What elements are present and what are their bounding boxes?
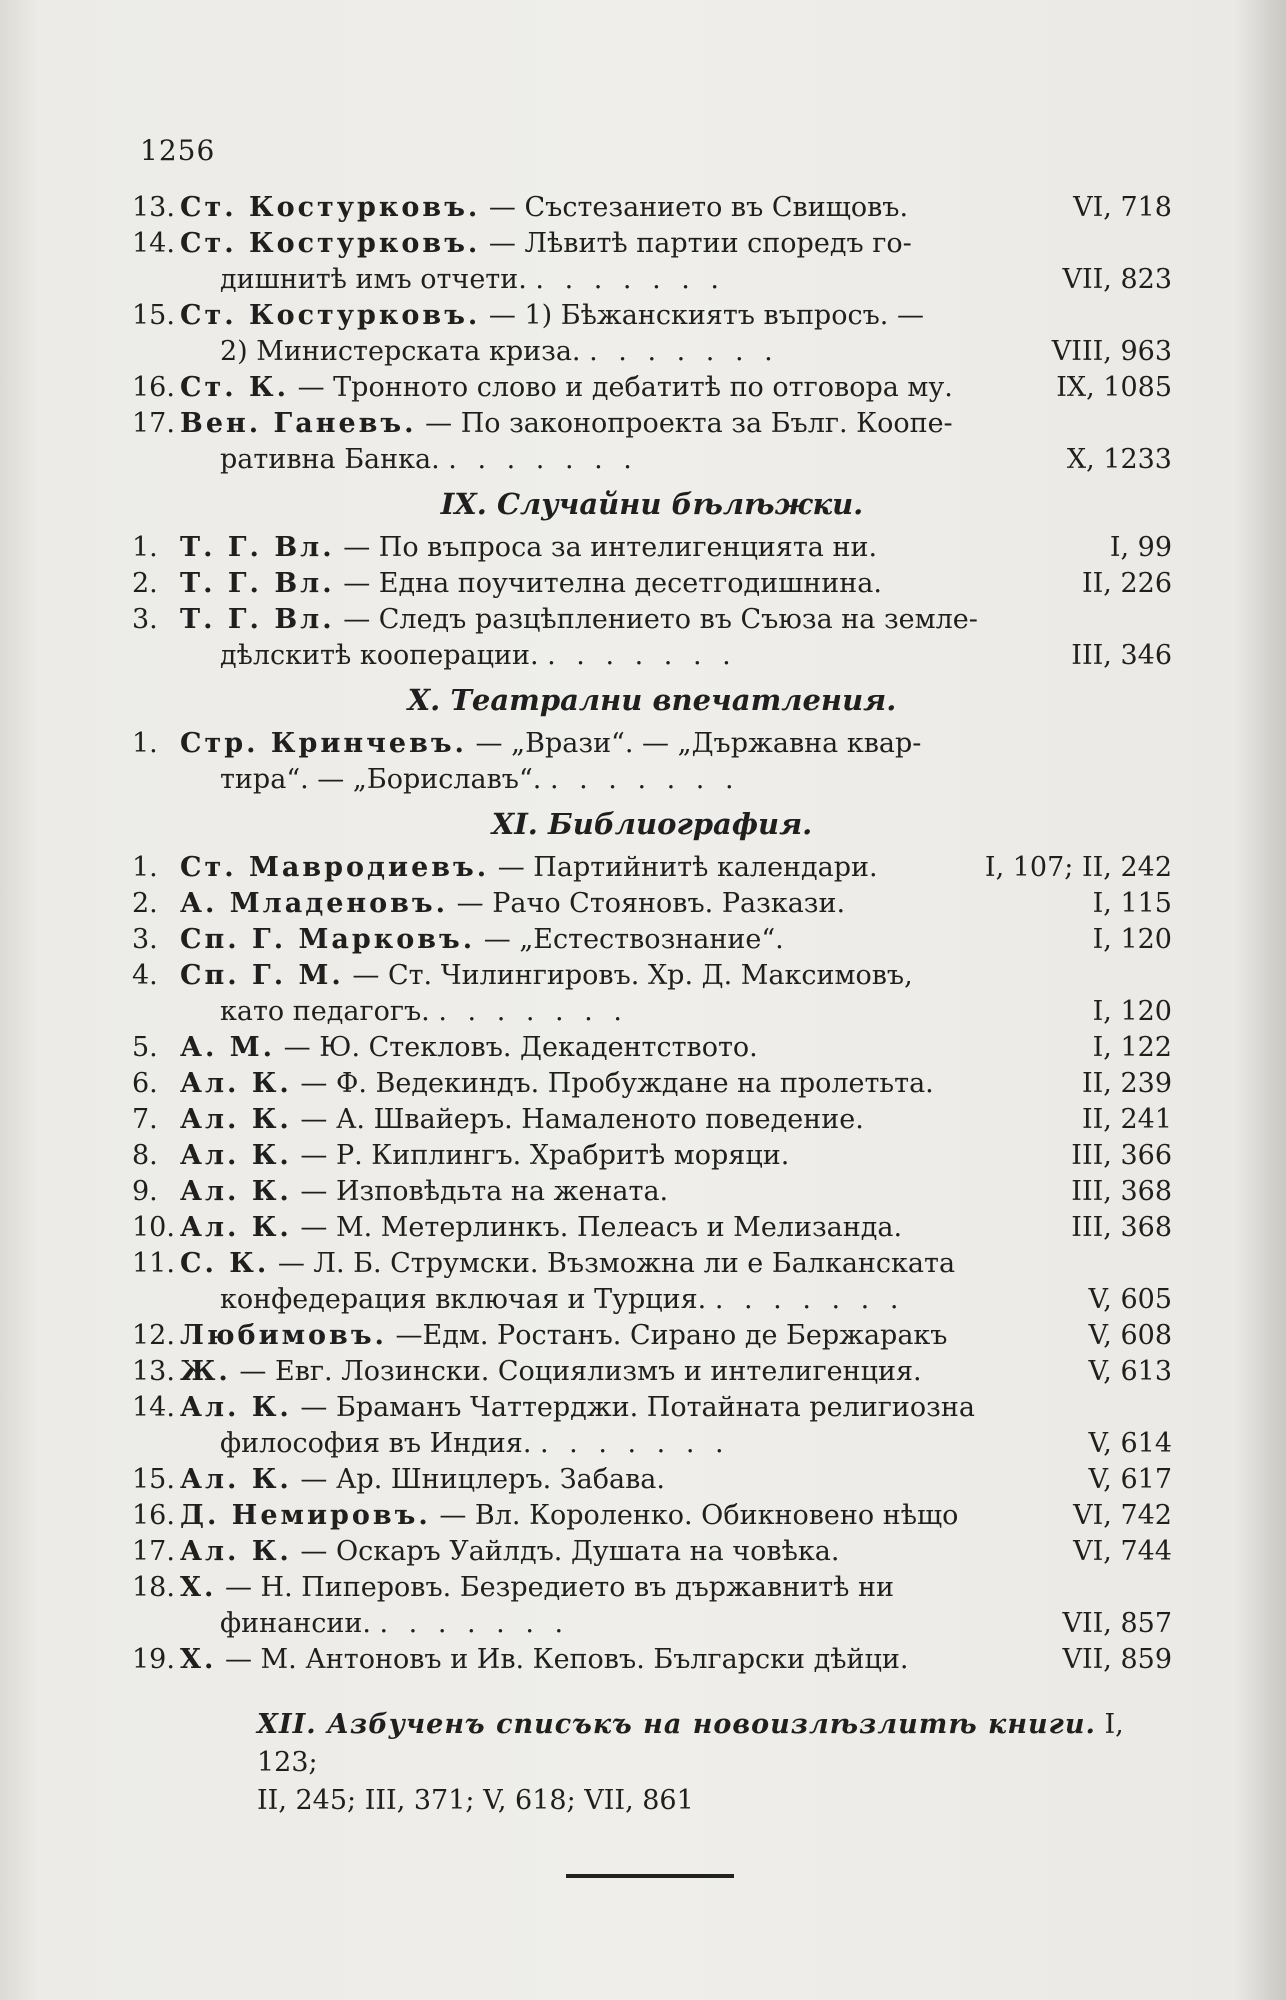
entry-title-continued: финансии.	[220, 1608, 371, 1639]
leader-dots: . . . . . . .	[540, 1428, 730, 1459]
index-entry	[132, 726, 1172, 798]
index-entry	[132, 1462, 1172, 1498]
entry-number: 10.	[132, 1212, 175, 1243]
entry-reference: IX, 1085	[1056, 372, 1172, 403]
entry-title: — Състезанието въ Свищовъ.	[488, 192, 909, 223]
section-9-list	[132, 530, 1172, 674]
index-entry	[132, 602, 1172, 674]
entry-number: 13.	[132, 1356, 175, 1387]
index-entry	[132, 1030, 1172, 1066]
entry-number: 9.	[132, 1176, 158, 1207]
entry-author: Ал. К.	[180, 1392, 292, 1423]
entry-number: 3.	[132, 604, 158, 635]
leader-dots: . . . . . . .	[438, 996, 628, 1027]
index-entry	[132, 1570, 1172, 1642]
index-entry	[132, 1210, 1172, 1246]
index-entry	[132, 406, 1172, 478]
entry-number: 15.	[132, 1464, 175, 1495]
section-12-refs-1: I, 123;	[257, 1709, 1124, 1778]
index-entry	[132, 530, 1172, 566]
entry-reference: II, 239	[1081, 1068, 1172, 1099]
entry-title: — Браманъ Чаттерджи. Потайната религиозна	[300, 1392, 975, 1423]
entry-author: С. К.	[180, 1248, 270, 1279]
entry-reference: III, 368	[1071, 1212, 1172, 1243]
entry-number: 6.	[132, 1068, 158, 1099]
entry-author: Ал. К.	[180, 1068, 292, 1099]
entry-reference: VII, 859	[1062, 1644, 1172, 1675]
entry-reference: VII, 823	[1062, 264, 1172, 295]
entry-author: Сп. Г. М.	[180, 960, 344, 991]
leader-dots: . . . . . . .	[549, 764, 740, 795]
entry-title: — Една поучителна десетгодишнина.	[343, 568, 882, 599]
entry-number: 18.	[132, 1572, 175, 1603]
entry-reference: VI, 744	[1073, 1536, 1172, 1567]
entry-number: 5.	[132, 1032, 158, 1063]
entry-number: 14.	[132, 1392, 175, 1423]
index-entry	[132, 566, 1172, 602]
section-10-heading: X. Театрални впечатления.	[407, 683, 897, 717]
index-entry	[132, 1642, 1172, 1678]
entry-author: Т. Г. Вл.	[180, 532, 335, 563]
section-12	[132, 1706, 1172, 1820]
index-entry	[132, 298, 1172, 370]
entry-number: 7.	[132, 1104, 158, 1135]
entry-author: Ст. К.	[180, 372, 289, 403]
index-entry	[132, 1102, 1172, 1138]
entry-author: А. М.	[180, 1032, 276, 1063]
entry-title-continued: дѣлскитѣ кооперации.	[220, 640, 539, 671]
entry-author: Ст. Мавродиевъ.	[180, 852, 490, 883]
entry-author: Стр. Кринчевъ.	[180, 728, 467, 759]
entry-reference: III, 366	[1071, 1140, 1172, 1171]
index-entry	[132, 850, 1172, 886]
entry-reference: VIII, 963	[1051, 336, 1172, 367]
index-entry	[132, 922, 1172, 958]
index-entry	[132, 226, 1172, 298]
entry-reference: X, 1233	[1066, 444, 1172, 475]
entry-title: — „Естествознание“.	[483, 924, 784, 955]
entry-number: 12.	[132, 1320, 175, 1351]
entry-reference: V, 613	[1088, 1356, 1172, 1387]
entry-number: 17.	[132, 1536, 175, 1567]
section-11-heading: XI. Библиография.	[491, 807, 813, 841]
entry-author: Ст. Костурковъ.	[180, 192, 481, 223]
entry-title: — По законопроекта за Бълг. Коопе-	[425, 408, 953, 439]
entry-reference: II, 241	[1081, 1104, 1172, 1135]
index-entry	[132, 1534, 1172, 1570]
index-entry	[132, 370, 1172, 406]
entry-title: — Ю. Стекловъ. Декадентството.	[283, 1032, 758, 1063]
entry-title: — Ф. Ведекиндъ. Пробуждане на пролетьта.	[300, 1068, 934, 1099]
leader-dots: . . . . . . .	[547, 640, 737, 671]
entry-author: Ст. Костурковъ.	[180, 300, 481, 331]
section-12-refs-2: II, 245; III, 371; V, 618; VII, 861	[257, 1785, 694, 1816]
index-entry	[132, 1318, 1172, 1354]
entry-number: 19.	[132, 1644, 175, 1675]
index-entry	[132, 1246, 1172, 1318]
entry-reference: VI, 742	[1073, 1500, 1172, 1531]
entry-author: Ал. К.	[180, 1212, 292, 1243]
section-9-heading: IX. Случайни бѣлѣжки.	[440, 487, 864, 521]
entry-title: — Вл. Короленко. Обикновено нѣщо	[439, 1500, 959, 1531]
leader-dots: . . . . . . .	[535, 264, 725, 295]
index-entry	[132, 958, 1172, 1030]
entry-author: Ал. К.	[180, 1536, 292, 1567]
entry-number: 1.	[132, 532, 158, 563]
entry-number: 2.	[132, 568, 158, 599]
entry-title: — Ар. Шницлеръ. Забава.	[300, 1464, 665, 1495]
index-entry	[132, 1174, 1172, 1210]
entry-author: Т. Г. Вл.	[180, 568, 335, 599]
closing-rule	[566, 1874, 734, 1878]
entry-author: Ал. К.	[180, 1140, 292, 1171]
entry-reference: III, 346	[1071, 640, 1172, 671]
entry-reference: V, 617	[1088, 1464, 1172, 1495]
entry-title: — 1) Бѣжанскиятъ въпросъ. —	[488, 300, 924, 331]
section-12-heading: XII. Азбученъ списъкъ на новоизлѣзлитѣ книги.	[257, 1709, 1096, 1740]
entry-title: — М. Антоновъ и Ив. Кеповъ. Български дѣйци.	[224, 1644, 909, 1675]
entry-title: — А. Швайеръ. Намаленото поведение.	[300, 1104, 864, 1135]
entry-number: 17.	[132, 408, 175, 439]
entry-author: Х.	[180, 1644, 217, 1675]
entry-title: — М. Метерлинкъ. Пелеасъ и Мелизанда.	[300, 1212, 903, 1243]
entry-reference: V, 614	[1088, 1428, 1172, 1459]
entry-reference: I, 122	[1092, 1032, 1172, 1063]
entry-title: — По въпроса за интелигенцията ни.	[343, 532, 878, 563]
entry-reference: V, 608	[1088, 1320, 1172, 1351]
entry-title: — Партийнитѣ календари.	[497, 852, 878, 883]
entry-title: — Р. Киплингъ. Храбритѣ моряци.	[300, 1140, 790, 1171]
index-entry	[132, 1390, 1172, 1462]
leader-dots: . . . . . . .	[379, 1608, 570, 1639]
entry-reference: VI, 718	[1073, 192, 1172, 223]
entry-title: — Л. Б. Струмски. Възможна ли е Балканската	[277, 1248, 956, 1279]
index-entry	[132, 886, 1172, 922]
entry-author: Сп. Г. Марковъ.	[180, 924, 476, 955]
entry-title: — Изповѣдьта на жената.	[300, 1176, 669, 1207]
index-entry	[132, 1498, 1172, 1534]
entry-author: Ж.	[180, 1356, 231, 1387]
entry-reference: I, 99	[1109, 532, 1172, 563]
entry-number: 13.	[132, 192, 175, 223]
entry-reference: I, 120	[1092, 924, 1172, 955]
entry-title: — Ст. Чилингировъ. Хр. Д. Максимовъ,	[352, 960, 913, 991]
entry-title: — Лѣвитѣ партии споредъ го-	[488, 228, 912, 259]
leader-dots: . . . . . . .	[714, 1284, 905, 1315]
index-entry	[132, 1138, 1172, 1174]
section-8-tail	[132, 190, 1172, 478]
entry-title-continued: като педагогъ.	[220, 996, 430, 1027]
section-10-list	[132, 726, 1172, 798]
index-entry	[132, 190, 1172, 226]
entry-author: Вен. Ганевъ.	[180, 408, 417, 439]
entry-number: 8.	[132, 1140, 158, 1171]
leader-dots: . . . . . . .	[448, 444, 638, 475]
entry-number: 4.	[132, 960, 158, 991]
entry-title-continued: конфедерация включая и Турция.	[220, 1284, 707, 1315]
entry-title: — Рачо Стояновъ. Разкази.	[456, 888, 846, 919]
entry-number: 2.	[132, 888, 158, 919]
entry-title: — Следъ разцѣплението въ Съюза на земле-	[343, 604, 978, 635]
entry-reference: I, 107; II, 242	[984, 852, 1172, 883]
entry-author: Ал. К.	[180, 1464, 292, 1495]
entry-title: — Н. Пиперовъ. Безредието въ държавнитѣ ни	[224, 1572, 894, 1603]
entry-author: Ст. Костурковъ.	[180, 228, 481, 259]
entry-number: 11.	[132, 1248, 175, 1279]
leader-dots: . . . . . . .	[589, 336, 779, 367]
entry-number: 15.	[132, 300, 175, 331]
index-entry	[132, 1354, 1172, 1390]
entry-reference: I, 120	[1092, 996, 1172, 1027]
entry-author: Любимовъ.	[180, 1320, 387, 1351]
entry-title: — „Врази“. — „Държавна квар-	[475, 728, 922, 759]
entry-title-continued: 2) Министерската криза.	[220, 336, 581, 367]
entry-author: Х.	[180, 1572, 217, 1603]
entry-title: — Тронното слово и дебатитѣ по отговора му.	[297, 372, 953, 403]
entry-reference: VII, 857	[1062, 1608, 1172, 1639]
section-11-list	[132, 850, 1172, 1678]
entry-reference: III, 368	[1071, 1176, 1172, 1207]
index-entry	[132, 1066, 1172, 1102]
entry-title: — Евг. Лозински. Социялизмъ и интелигенция.	[239, 1356, 922, 1387]
entry-reference: I, 115	[1092, 888, 1172, 919]
entry-number: 3.	[132, 924, 158, 955]
entry-number: 16.	[132, 1500, 175, 1531]
entry-author: Ал. К.	[180, 1176, 292, 1207]
entry-number: 16.	[132, 372, 175, 403]
entry-reference: II, 226	[1081, 568, 1172, 599]
entry-title-continued: дишнитѣ имъ отчети.	[220, 264, 527, 295]
entry-author: Д. Немировъ.	[180, 1500, 431, 1531]
entry-author: Ал. К.	[180, 1104, 292, 1135]
entry-number: 1.	[132, 852, 158, 883]
entry-number: 1.	[132, 728, 158, 759]
entry-title-continued: тира“. — „Бориславъ“.	[220, 764, 542, 795]
entry-title: —Едм. Ростанъ. Сирано де Бержаракъ	[395, 1320, 948, 1351]
entry-title-continued: философия въ Индия.	[220, 1428, 532, 1459]
entry-author: А. Младеновъ.	[180, 888, 449, 919]
index-content	[132, 190, 1172, 1820]
entry-reference: V, 605	[1088, 1284, 1172, 1315]
entry-number: 14.	[132, 228, 175, 259]
entry-author: Т. Г. Вл.	[180, 604, 335, 635]
entry-title-continued: ративна Банка.	[220, 444, 440, 475]
page-number: 1256	[140, 134, 216, 167]
entry-title: — Оскаръ Уайлдъ. Душата на човѣка.	[300, 1536, 840, 1567]
